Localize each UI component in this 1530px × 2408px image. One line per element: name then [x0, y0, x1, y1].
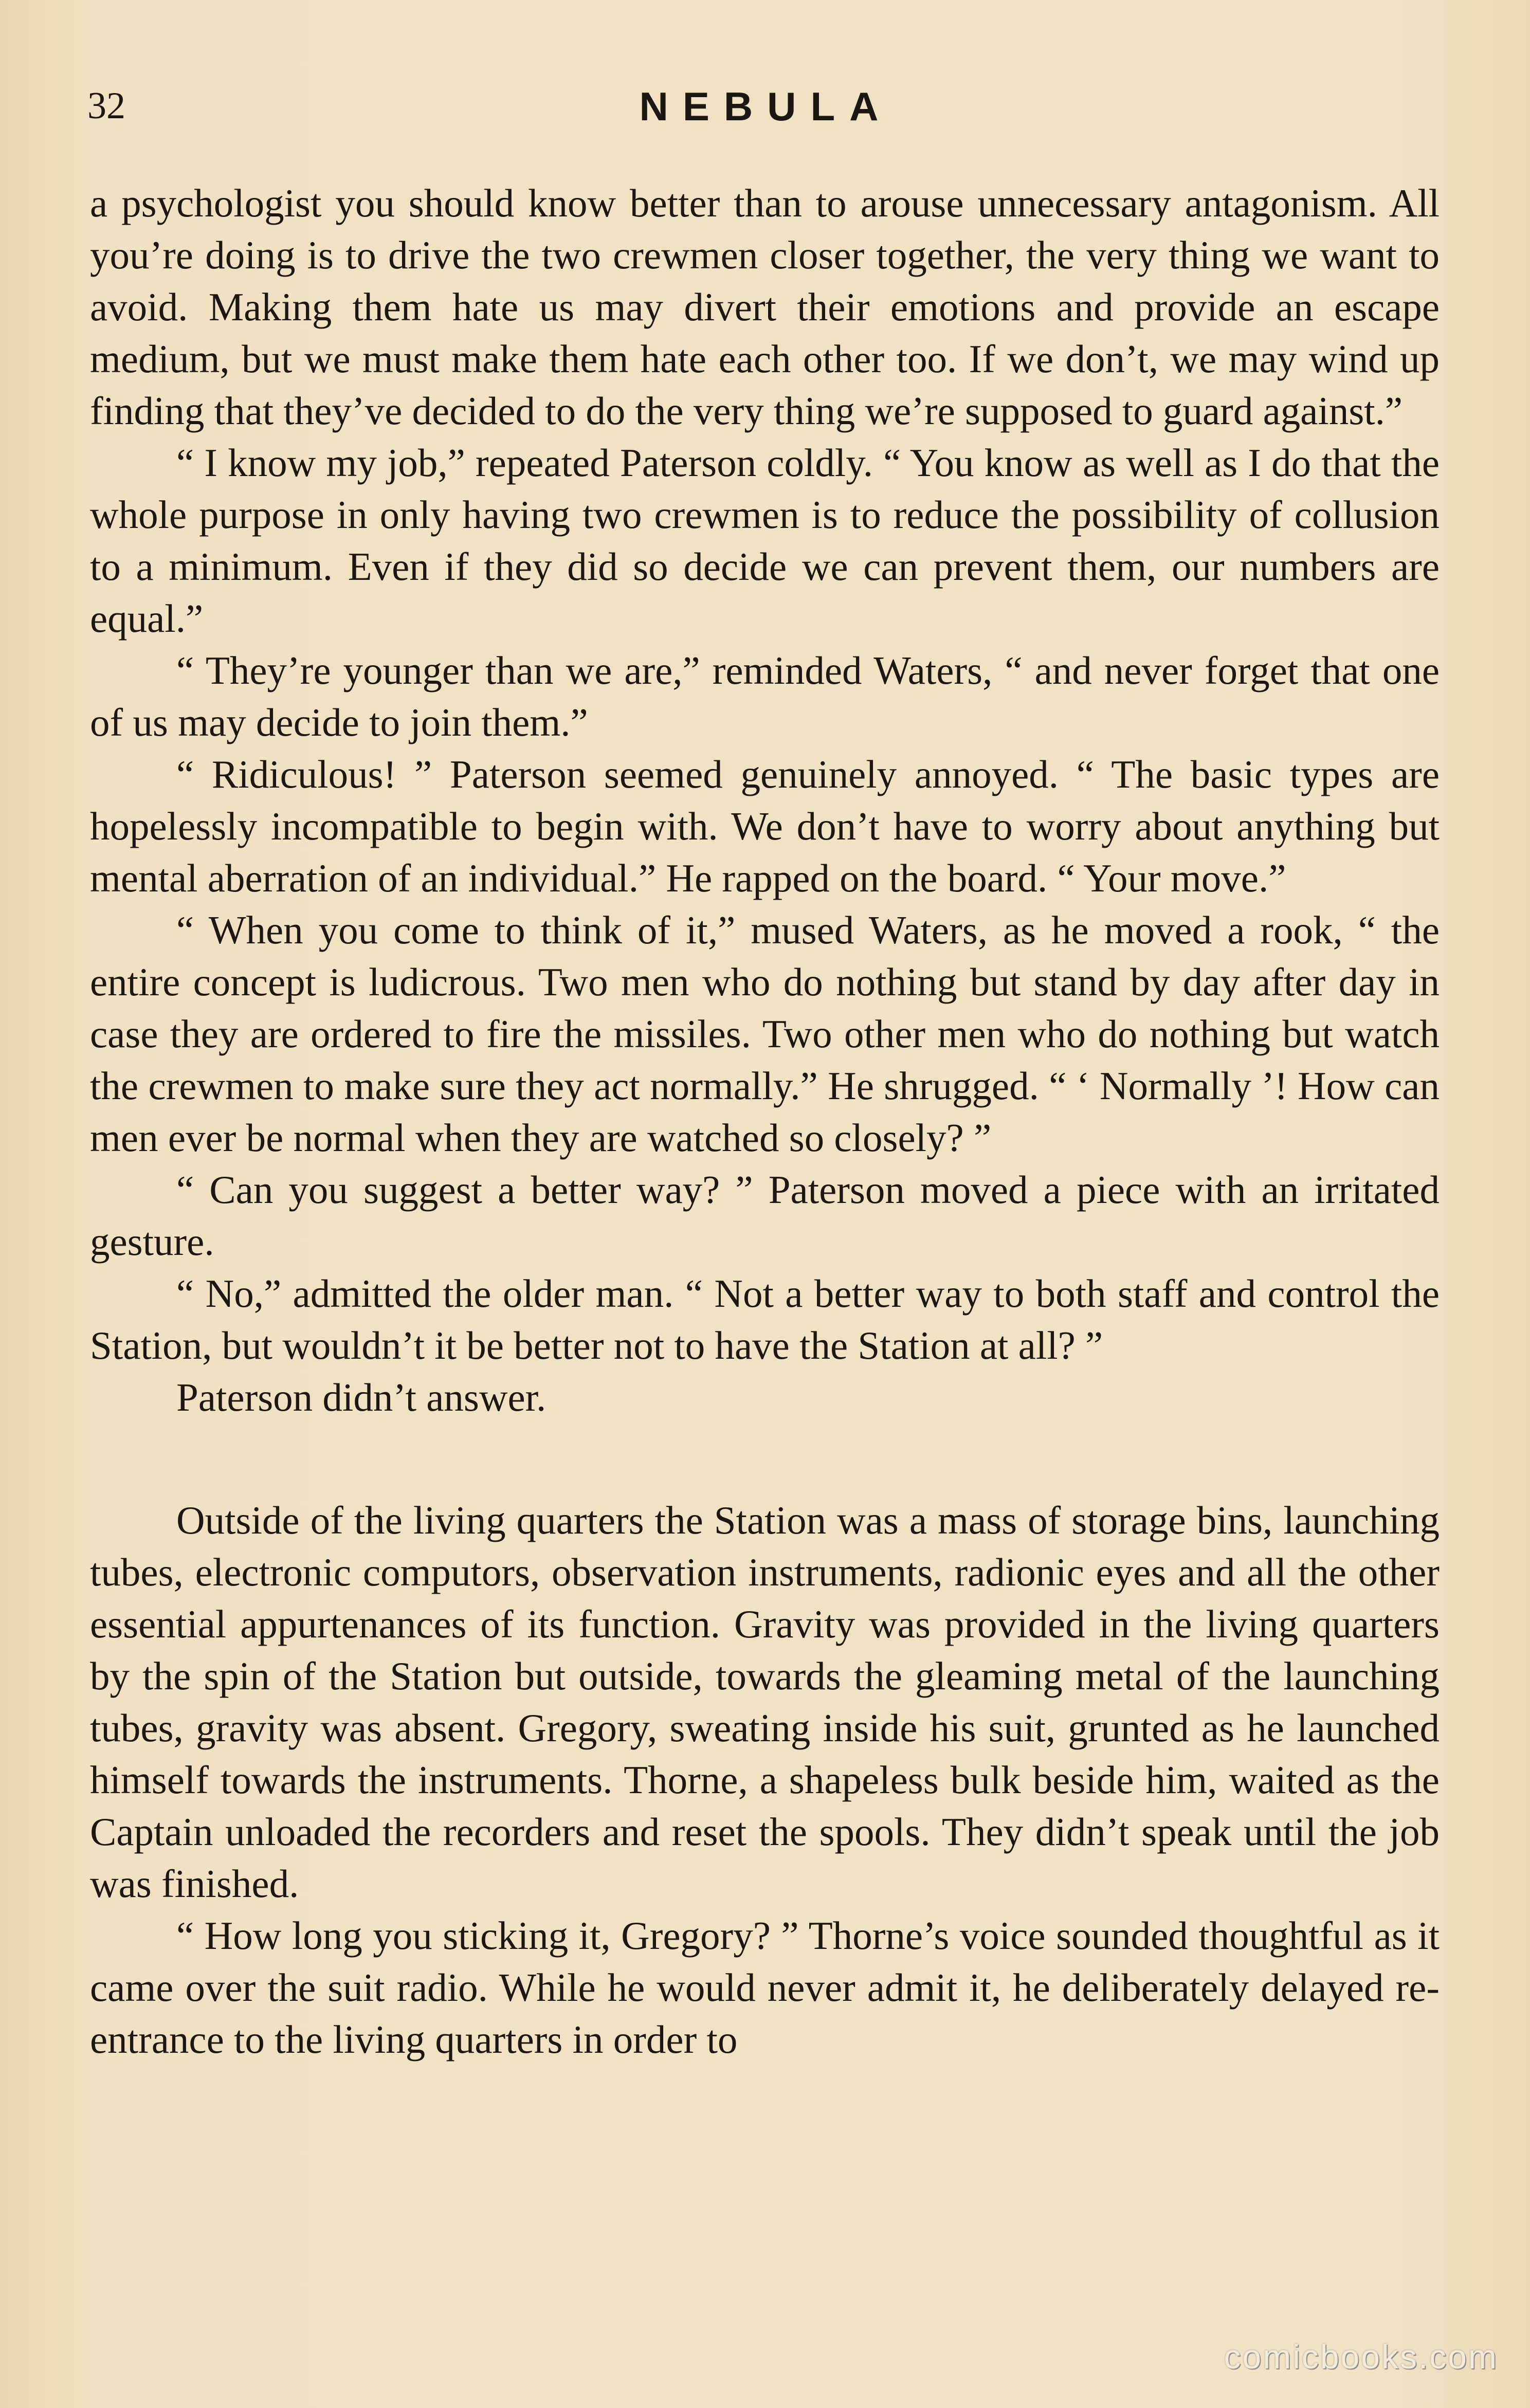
paragraph: “ Can you suggest a better way? ” Paterson moved a piece with an irritated gesture.	[90, 1167, 1440, 1264]
paragraph: “ I know my job,” repeated Paterson coldly. “ You know as well as I do that the whole purpose in only having two crewmen is to reduce the possibility of collusion to a minimum. Even if they did so decide we can prevent them, our numbers are equal.”	[90, 441, 1440, 641]
page-number: 32	[87, 85, 125, 127]
paragraph: a psychologist you should know better than to arouse unnecessary antagonism. All you’re doing is to drive the two crewmen closer together, the very thing we want to avoid. Making them hate us may divert their emotions and provide an escape medium, but we must make them hate each other too. If we don’t, we may wind up finding that they’ve decided to do the very thing we’re supposed to guard against.”	[90, 181, 1440, 433]
paragraph: “ How long you sticking it, Gregory? ” Thorne’s voice sounded thoughtful as it came over the suit radio. While he would never admit it, he deliberately delayed re-entrance to the living quarters in order to	[90, 1913, 1440, 2062]
page-header	[87, 77, 1445, 139]
running-head-title: NEBULA	[639, 84, 893, 129]
paragraph: Paterson didn’t answer.	[176, 1375, 547, 1419]
paragraph: “ They’re younger than we are,” reminded Waters, “ and never forget that one of us may decide to join them.”	[90, 648, 1440, 744]
body-text	[90, 177, 1440, 2066]
paragraph: “ Ridiculous! ” Paterson seemed genuinely annoyed. “ The basic types are hopelessly incompatible to begin with. We don’t have to worry about anything but mental aberration of an individual.” He rapped on the board. “ Your move.”	[90, 752, 1440, 900]
paragraph: Outside of the living quarters the Station was a mass of storage bins, launching tubes, electronic computors, observation instruments, radionic eyes and all the other essential appurtenances of its function. Gravity was provided in the living quarters by the spin of the Station but outside, towards the gleaming metal of the launching tubes, gravity was absent. Gregory, sweating inside his suit, grunted as he launched himself towards the instruments. Thorne, a shapeless bulk beside him, waited as the Captain unloaded the recorders and reset the spools. They didn’t speak until the job was finished.	[90, 1498, 1440, 1906]
paragraph: “ When you come to think of it,” mused Waters, as he moved a rook, “ the entire concept is ludicrous. Two men who do nothing but stand by day after day in case they are ordered to fire the missiles. Two other men who do nothing but watch the crewmen to make sure they act normally.” He shrugged. “ ‘ Normally ’! How can men ever be normal when they are watched so closely? ”	[90, 908, 1440, 1160]
section-break	[90, 1424, 1440, 1494]
watermark: comicbooks.com	[1224, 2338, 1498, 2376]
paragraph: “ No,” admitted the older man. “ Not a better way to both staff and control the Station, but wouldn’t it be better not to have the Station at all? ”	[90, 1271, 1440, 1367]
